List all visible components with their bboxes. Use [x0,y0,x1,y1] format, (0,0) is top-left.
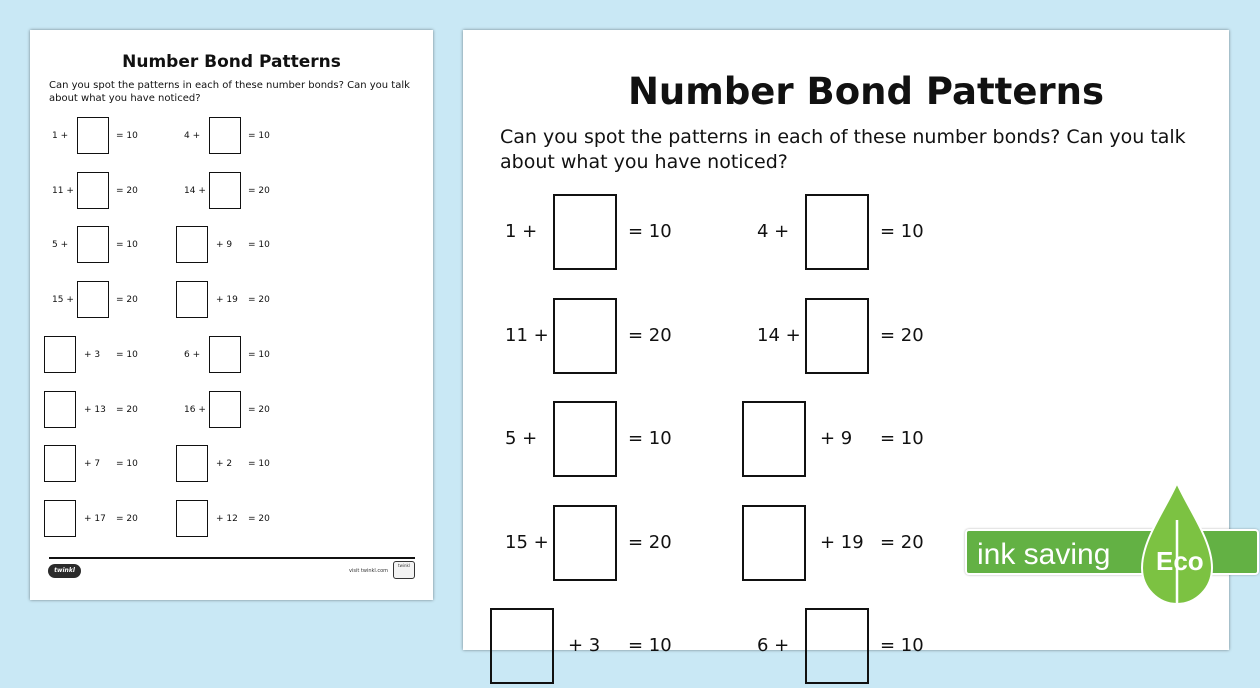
bond-row [463,194,1229,274]
ink-saving-banner [965,480,1259,616]
addend-label: 4 + [757,221,790,242]
equals-label: = 10 [116,240,138,251]
equals-label: = 10 [628,221,672,242]
answer-box[interactable] [176,500,208,537]
equals-label: = 10 [248,131,270,141]
answer-box[interactable] [176,226,208,263]
zoomed-title: Number Bond Patterns [627,70,1105,113]
eco-label: Eco [1156,546,1204,576]
footer-divider [49,557,415,559]
equals-label: = 20 [628,531,672,553]
equals-label: = 20 [116,295,138,306]
preview-title: Number Bond Patterns [122,52,341,72]
addend-label: 14 + [184,185,206,196]
zoomed-instructions: Can you spot the patterns in each of these number bonds? Can you talk about what you have noticed? [500,126,1186,173]
answer-box[interactable] [805,608,869,684]
addend-label: 4 + [184,131,201,141]
bond-row [30,281,433,321]
equals-label: = 20 [248,513,270,524]
addend-label: + 9 [216,240,233,251]
addend-label: + 3 [84,349,101,360]
addend-label: 5 + [52,240,69,251]
addend-label: + 19 [820,531,864,553]
equals-label: = 20 [880,324,924,346]
ink-saving-label: ink saving [977,538,1111,571]
visit-link-text: visit twinkl.com [349,568,389,574]
answer-box[interactable] [742,401,806,477]
answer-box[interactable] [176,445,208,482]
equals-label: = 10 [116,349,138,360]
bond-row [30,117,433,157]
worksheet-preview [30,30,433,600]
bond-row [463,298,1229,378]
equals-label: = 10 [248,349,270,360]
equals-label: = 20 [880,531,924,553]
equals-label: = 10 [880,221,924,242]
bond-row [463,401,1229,481]
answer-box[interactable] [553,401,617,477]
answer-box[interactable] [77,172,109,209]
answer-box[interactable] [209,336,241,373]
addend-label: 11 + [52,185,74,196]
answer-box[interactable] [553,298,617,374]
addend-label: 16 + [184,404,206,415]
bond-row [30,500,433,540]
equals-label: = 10 [628,428,672,449]
equals-label: = 20 [116,185,138,196]
answer-box[interactable] [77,117,109,154]
addend-label: 1 + [52,131,69,141]
answer-box[interactable] [77,226,109,263]
equals-label: = 20 [248,185,270,196]
equals-label: = 10 [880,635,924,656]
twinkl-badge: twinkl [393,561,415,579]
addend-label: 14 + [757,324,801,346]
equals-label: = 20 [628,324,672,346]
answer-box[interactable] [553,505,617,581]
answer-box[interactable] [742,505,806,581]
equals-label: = 10 [116,459,138,470]
answer-box[interactable] [805,194,869,270]
addend-label: 15 + [52,295,74,306]
bond-row [30,445,433,485]
addend-label: + 17 [84,513,106,524]
bond-row [30,226,433,266]
equals-label: = 10 [248,240,270,251]
equals-label: = 20 [116,513,138,524]
equals-label: = 10 [116,131,138,141]
equals-label: = 20 [248,295,270,306]
answer-box[interactable] [77,281,109,318]
addend-label: 6 + [184,349,201,360]
answer-box[interactable] [44,445,76,482]
bond-row [30,336,433,376]
addend-label: + 3 [568,635,601,656]
answer-box[interactable] [209,172,241,209]
equals-label: = 10 [880,428,924,449]
answer-box[interactable] [553,194,617,270]
addend-label: 15 + [505,531,549,553]
answer-box[interactable] [209,391,241,428]
answer-box[interactable] [44,500,76,537]
bond-row [30,172,433,212]
addend-label: + 19 [216,295,238,306]
addend-label: + 2 [216,459,233,470]
addend-label: 5 + [505,428,538,449]
addend-label: 11 + [505,324,549,346]
addend-label: 6 + [757,635,790,656]
preview-instructions: Can you spot the patterns in each of these number bonds? Can you talk about what you have noticed? [49,80,410,104]
addend-label: + 12 [216,513,238,524]
addend-label: + 7 [84,459,101,470]
answer-box[interactable] [44,391,76,428]
equals-label: = 10 [248,459,270,470]
bond-row [30,391,433,431]
answer-box[interactable] [805,298,869,374]
bond-row [463,608,1229,688]
answer-box[interactable] [209,117,241,154]
equals-label: = 20 [248,404,270,415]
equals-label: = 10 [628,635,672,656]
twinkl-logo: twinkl [48,564,81,578]
answer-box[interactable] [490,608,554,684]
answer-box[interactable] [176,281,208,318]
equals-label: = 20 [116,404,138,415]
addend-label: + 9 [820,428,853,449]
addend-label: + 13 [84,404,106,415]
answer-box[interactable] [44,336,76,373]
addend-label: 1 + [505,221,538,242]
